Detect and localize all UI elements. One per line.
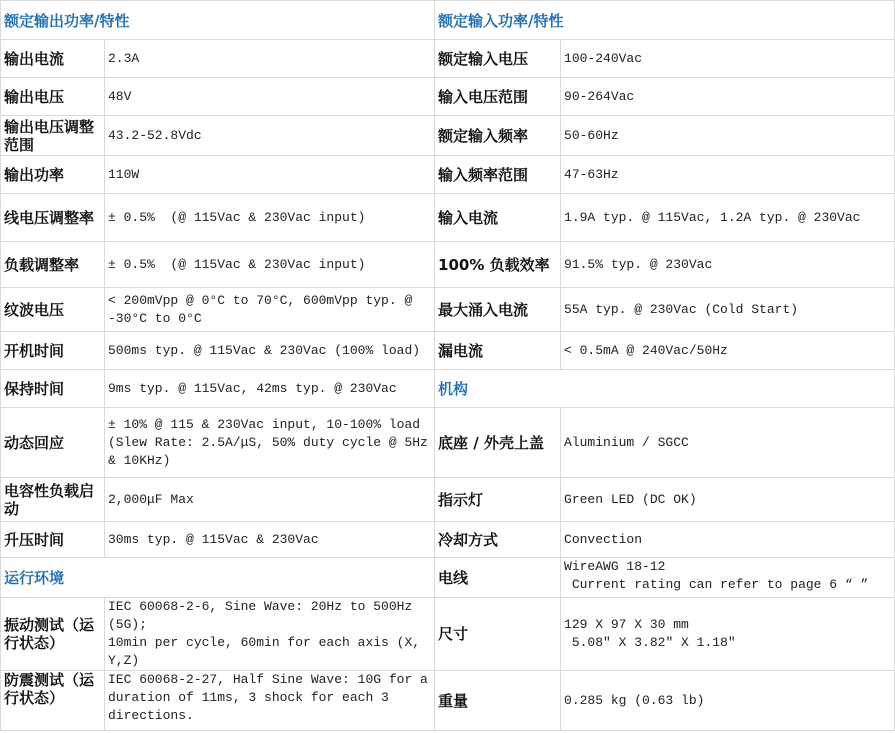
- spec-label: 线电压调整率: [1, 194, 105, 242]
- spec-value: 50-60Hz: [561, 116, 895, 156]
- table-row: [1, 288, 895, 332]
- section-header-row: [1, 1, 895, 40]
- spec-value: 110W: [105, 156, 435, 194]
- spec-value: 1.9A typ. @ 115Vac, 1.2A typ. @ 230Vac: [561, 194, 895, 242]
- spec-value: 0.285 kg (0.63 lb): [561, 671, 895, 731]
- spec-label: 100% 负载效率: [435, 242, 561, 288]
- spec-label: 输出功率: [1, 156, 105, 194]
- spec-value: Convection: [561, 522, 895, 558]
- spec-value: < 0.5mA @ 240Vac/50Hz: [561, 332, 895, 370]
- spec-value: ± 0.5% (@ 115Vac & 230Vac input): [105, 242, 435, 288]
- table-row: [1, 478, 895, 522]
- table-row: [1, 156, 895, 194]
- spec-label: 电线: [435, 558, 561, 598]
- spec-value: 43.2-52.8Vdc: [105, 116, 435, 156]
- spec-label: 指示灯: [435, 478, 561, 522]
- spec-label: 保持时间: [1, 370, 105, 408]
- spec-label: 输入电压范围: [435, 78, 561, 116]
- spec-value: 2.3A: [105, 40, 435, 78]
- table-row: [1, 40, 895, 78]
- spec-value: 91.5% typ. @ 230Vac: [561, 242, 895, 288]
- spec-value: 2,000μF Max: [105, 478, 435, 522]
- table-row: [1, 332, 895, 370]
- spec-value: 47-63Hz: [561, 156, 895, 194]
- spec-label: 输入电流: [435, 194, 561, 242]
- table-row: [1, 78, 895, 116]
- spec-value: 55A typ. @ 230Vac (Cold Start): [561, 288, 895, 332]
- spec-value: IEC 60068-2-27, Half Sine Wave: 10G for a duration of 11ms, 3 shock for each 3 directions.: [105, 671, 435, 731]
- spec-value: 100-240Vac: [561, 40, 895, 78]
- spec-label: 纹波电压: [1, 288, 105, 332]
- spec-label: 动态回应: [1, 408, 105, 478]
- table-row: [1, 116, 895, 156]
- spec-value: 129 X 97 X 30 mm 5.08″ X 3.82″ X 1.18″: [561, 598, 895, 671]
- spec-label: 额定输入电压: [435, 40, 561, 78]
- section-input-title: 额定输入功率/特性: [435, 1, 895, 40]
- spec-value: 9ms typ. @ 115Vac, 42ms typ. @ 230Vac: [105, 370, 435, 408]
- spec-label: 额定输入频率: [435, 116, 561, 156]
- spec-value: IEC 60068-2-6, Sine Wave: 20Hz to 500Hz (5G); 10min per cycle, 60min for each axis (X, Y,Z): [105, 598, 435, 671]
- spec-label: 升压时间: [1, 522, 105, 558]
- table-row: [1, 671, 895, 731]
- spec-label: 防震测试（运行状态）: [1, 671, 105, 731]
- section-mechanical-title: 机构: [435, 370, 895, 408]
- spec-label: 输出电压: [1, 78, 105, 116]
- spec-value: WireAWG 18-12 Current rating can refer to page 6 “ ”: [561, 558, 895, 598]
- table-row: [1, 598, 895, 671]
- table-row: [1, 558, 895, 598]
- table-row: [1, 194, 895, 242]
- spec-label: 振动测试（运行状态）: [1, 598, 105, 671]
- spec-value: Aluminium / SGCC: [561, 408, 895, 478]
- spec-label: 尺寸: [435, 598, 561, 671]
- table-row: [1, 522, 895, 558]
- spec-label: 最大涌入电流: [435, 288, 561, 332]
- spec-label: 输出电流: [1, 40, 105, 78]
- spec-label: 重量: [435, 671, 561, 731]
- spec-value: 48V: [105, 78, 435, 116]
- section-output-title: 额定输出功率/特性: [1, 1, 435, 40]
- spec-label: 输入频率范围: [435, 156, 561, 194]
- spec-value: 500ms typ. @ 115Vac & 230Vac (100% load): [105, 332, 435, 370]
- spec-value: ± 10% @ 115 & 230Vac input, 10-100% load (Slew Rate: 2.5A/μS, 50% duty cycle @ 5Hz & 10KHz): [105, 408, 435, 478]
- spec-label: 电容性负载启动: [1, 478, 105, 522]
- spec-value: Green LED (DC OK): [561, 478, 895, 522]
- spec-label: 开机时间: [1, 332, 105, 370]
- spec-value: 90-264Vac: [561, 78, 895, 116]
- spec-label: 冷却方式: [435, 522, 561, 558]
- section-environment-title: 运行环境: [1, 558, 435, 598]
- table-row: [1, 408, 895, 478]
- spec-value: 30ms typ. @ 115Vac & 230Vac: [105, 522, 435, 558]
- spec-value: ± 0.5% (@ 115Vac & 230Vac input): [105, 194, 435, 242]
- spec-value: < 200mVpp @ 0°C to 70°C, 600mVpp typ. @ -30°C to 0°C: [105, 288, 435, 332]
- table-row: [1, 242, 895, 288]
- spec-label: 负载调整率: [1, 242, 105, 288]
- spec-label: 漏电流: [435, 332, 561, 370]
- table-row: [1, 370, 895, 408]
- spec-label: 底座 / 外壳上盖: [435, 408, 561, 478]
- spec-label: 输出电压调整范围: [1, 116, 105, 156]
